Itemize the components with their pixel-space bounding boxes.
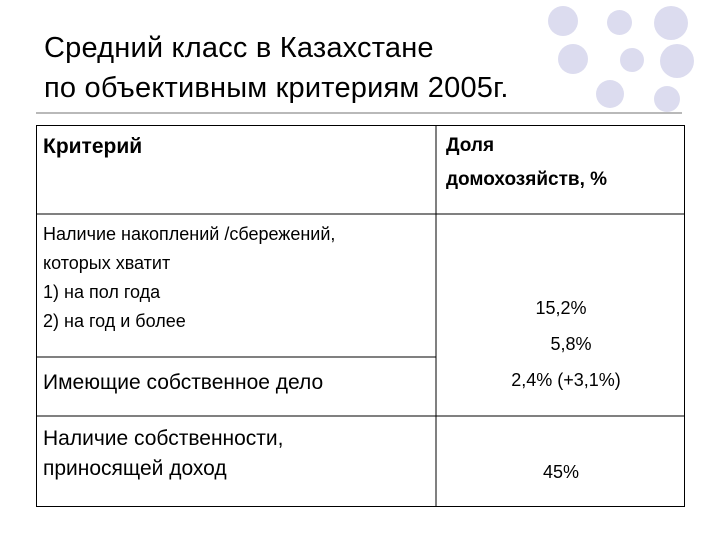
row-2-criterion: Имеющие собственное дело <box>43 371 324 394</box>
header-share <box>446 129 676 197</box>
title-underline <box>36 112 682 114</box>
row-1-value-2: 5,8% <box>550 334 592 354</box>
circle-icon <box>654 86 680 112</box>
row-3-value: 45% <box>542 462 580 482</box>
slide-title-line-1: Средний класс в Казахстане <box>44 32 434 64</box>
circle-icon <box>660 44 694 78</box>
slide-title-line-2: по объективным критериям 2005г. <box>44 72 509 104</box>
row-1-line-3: 1) на пол года <box>43 282 161 302</box>
criteria-table <box>36 125 685 507</box>
row-1-value-1: 15,2% <box>535 298 587 318</box>
header-share-line-1: Доля <box>446 135 495 156</box>
row-1-line-4: 2) на год и более <box>43 311 186 331</box>
row-1-line-2: которых хватит <box>43 253 171 273</box>
row-3-line-2: приносящей доход <box>43 457 227 480</box>
slide-title <box>44 28 644 108</box>
row-1-line-1: Наличие накоплений /сбережений, <box>43 224 336 244</box>
row-2-value: 2,4% (+3,1%) <box>511 370 621 390</box>
row-1-criterion <box>43 220 433 336</box>
row-3-line-1: Наличие собственности, <box>43 427 284 450</box>
row-3-criterion <box>43 424 433 484</box>
header-criterion: Критерий <box>43 135 143 158</box>
circle-icon <box>654 6 688 40</box>
header-share-line-2: домохозяйств, % <box>446 169 608 190</box>
